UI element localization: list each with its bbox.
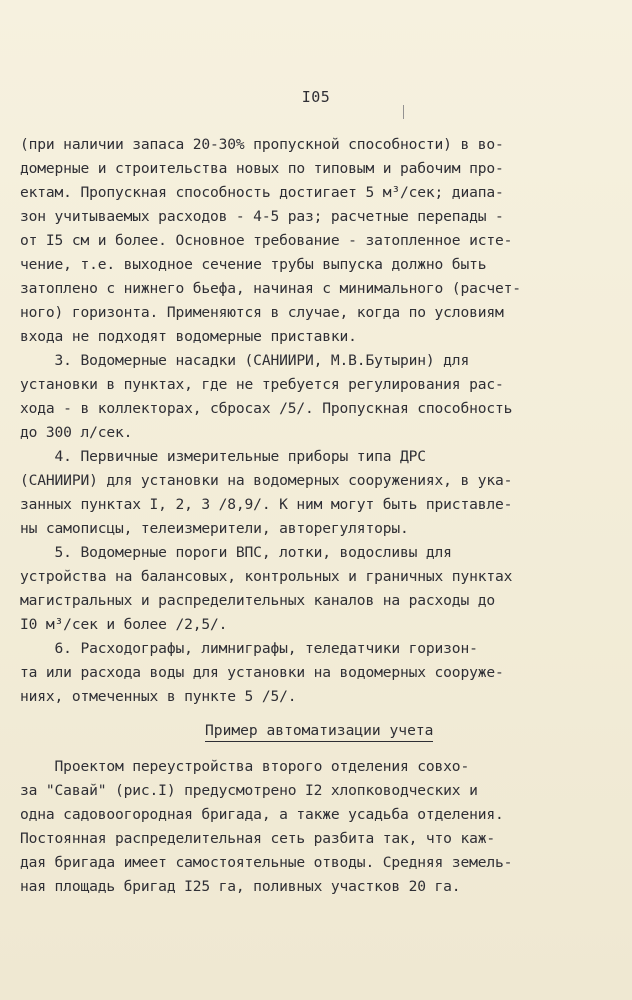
text-line: устройства на балансовых, контрольных и граничных пунктах (20, 568, 513, 585)
text-line: магистральных и распределительных каналов на расходы до (20, 592, 495, 609)
text-line: входа не подходят водомерные приставки. (20, 328, 357, 345)
text-line: до 300 л/сек. (20, 424, 133, 441)
text-line: зон учитываемых расходов - 4-5 раз; расчетные перепады - (20, 208, 504, 225)
text-line: одна садовоогородная бригада, а также усадьба отделения. (20, 806, 504, 823)
text-line: 3. Водомерные насадки (САНИИРИ, М.В.Бутырин) для (20, 352, 470, 369)
text-line: от I5 см и более. Основное требование - затопленное исте- (20, 232, 513, 249)
text-line: I0 м³/сек и более /2,5/. (20, 616, 228, 633)
text-line: (при наличии запаса 20-30% пропускной способности) в вo- (20, 136, 504, 153)
text-line: ного) горизонта. Применяются в случае, когда по условиям (20, 304, 504, 321)
text-line: 6. Расходографы, лимниграфы, теледатчики горизон- (20, 640, 478, 657)
text-line: домерные и строительства новых по типовым и рабочим про- (20, 160, 504, 177)
text-line: затоплено с нижнего бьефа, начиная с минимального (расчет- (20, 280, 521, 297)
text-line: ниях, отмеченных в пункте 5 /5/. (20, 688, 297, 705)
text-line: чение, т.е. выходное сечение трубы выпуска должно быть (20, 256, 487, 273)
pen-mark (403, 105, 404, 119)
page-number: I05 (301, 88, 331, 106)
text-line: занных пунктах I, 2, 3 /8,9/. К ним могут быть приставле- (20, 496, 513, 513)
text-line: 4. Первичные измерительные приборы типа ДРС (20, 448, 426, 465)
text-line: та или расхода воды для установки на водомерных сооруже- (20, 664, 504, 681)
text-line: 5. Водомерные пороги ВПС, лотки, водосливы для (20, 544, 452, 561)
text-line: ектам. Пропускная способность достигает 5 м³/сек; диапа- (20, 184, 504, 201)
text-line: Проектом переустройства второго отделения совхо- (20, 758, 470, 775)
text-line: ны самописцы, телеизмерители, авторегуляторы. (20, 520, 409, 537)
text-line: дая бригада имеет самостоятельные отводы. Средняя земель- (20, 854, 513, 871)
text-line: ная площадь бригад I25 га, поливных участков 20 га. (20, 878, 461, 895)
text-line: Постоянная распределительная сеть разбита так, что каж- (20, 830, 495, 847)
section-heading: Пример автоматизации учета (205, 722, 433, 742)
text-line: за "Савай" (рис.I) предусмотрено I2 хлопководческих и (20, 782, 478, 799)
text-line: установки в пунктах, где не требуется регулирования рас- (20, 376, 504, 393)
text-line: (САНИИРИ) для установки на водомерных сооружениях, в ука- (20, 472, 513, 489)
text-line: хода - в коллекторах, сбросах /5/. Пропускная способность (20, 400, 513, 417)
